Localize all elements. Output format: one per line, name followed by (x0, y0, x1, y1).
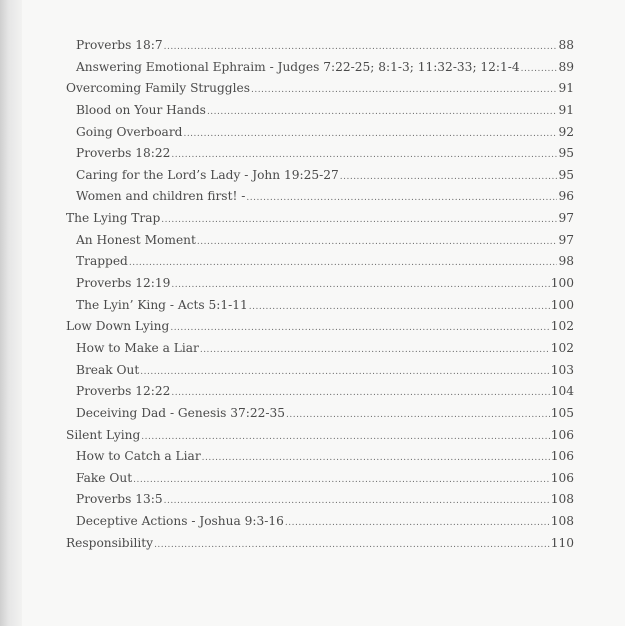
toc-subentry (66, 514, 574, 536)
dot-leader (154, 536, 550, 550)
toc-page-number: 88 (558, 38, 574, 52)
toc-page-number: 97 (558, 232, 574, 247)
toc-entry-title: Responsibility (66, 535, 154, 550)
toc-subentry (66, 341, 574, 363)
toc-chapter-entry (66, 81, 574, 103)
toc-entry-title: Deceptive Actions - Joshua 9:3-16 (76, 514, 284, 529)
table-of-contents (66, 38, 574, 557)
toc-page-number: 102 (550, 319, 574, 334)
toc-entry-title: Going Overboard (76, 124, 183, 139)
toc-page-number: 103 (550, 362, 574, 377)
toc-entry-title: Proverbs 18:7 (76, 38, 163, 52)
toc-page-number: 95 (558, 167, 574, 182)
toc-chapter-entry (66, 428, 574, 450)
dot-leader (200, 341, 550, 355)
toc-entry-title: Silent Lying (66, 427, 141, 442)
dot-leader (133, 471, 550, 485)
toc-subentry (66, 38, 574, 60)
toc-entry-title: Proverbs 18:22 (76, 146, 171, 161)
toc-page-number: 89 (558, 59, 574, 74)
toc-page-number: 108 (550, 514, 574, 529)
toc-subentry (66, 492, 574, 514)
toc-page-number: 91 (558, 81, 574, 96)
toc-page-number: 106 (550, 470, 574, 485)
dot-leader (171, 276, 549, 290)
toc-entry-title: How to Catch a Liar (76, 449, 201, 464)
toc-entry-title: An Honest Moment (76, 232, 196, 247)
toc-page-number: 100 (550, 276, 574, 291)
toc-entry-title: Deceiving Dad - Genesis 37:22-35 (76, 405, 285, 420)
toc-page-number: 92 (558, 124, 574, 139)
toc-entry-title: How to Make a Liar (76, 340, 199, 355)
dot-leader (141, 428, 549, 442)
toc-page-number: 102 (550, 340, 574, 355)
dot-leader (340, 168, 558, 182)
dot-leader (171, 384, 549, 398)
dot-leader (246, 189, 557, 203)
toc-entry-title: Proverbs 12:22 (76, 384, 171, 399)
toc-entry-title: Blood on Your Hands (76, 102, 206, 117)
toc-subentry (66, 233, 574, 255)
toc-subentry (66, 449, 574, 471)
toc-subentry (66, 189, 574, 211)
dot-leader (251, 81, 558, 95)
dot-leader (161, 211, 557, 225)
dot-leader (207, 103, 558, 117)
dot-leader (521, 60, 558, 74)
toc-page-number: 106 (550, 449, 574, 464)
dot-leader (129, 254, 558, 268)
toc-subentry (66, 276, 574, 298)
toc-subentry (66, 103, 574, 125)
dot-leader (286, 406, 550, 420)
book-spine-shadow (0, 0, 22, 626)
toc-page-number: 95 (558, 146, 574, 161)
dot-leader (183, 125, 557, 139)
toc-entry-title: Caring for the Lord’s Lady - John 19:25-27 (76, 167, 339, 182)
toc-subentry (66, 406, 574, 428)
toc-page-number: 106 (550, 427, 574, 442)
toc-chapter-entry (66, 536, 574, 558)
toc-page-number: 104 (550, 384, 574, 399)
toc-page-number: 105 (550, 405, 574, 420)
toc-entry-title: Answering Emotional Ephraim - Judges 7:22-25; 8:1-3; 11:32-33; 12:1-4 (76, 59, 520, 74)
toc-page-number: 97 (558, 211, 574, 226)
dot-leader (249, 298, 550, 312)
toc-subentry (66, 254, 574, 276)
toc-subentry (66, 471, 574, 493)
toc-subentry (66, 125, 574, 147)
toc-page-number: 96 (558, 189, 574, 204)
dot-leader (197, 233, 558, 247)
toc-page-number: 110 (550, 535, 574, 550)
toc-subentry (66, 384, 574, 406)
dot-leader (170, 319, 549, 333)
toc-subentry (66, 60, 574, 82)
toc-chapter-entry (66, 211, 574, 233)
toc-subentry (66, 146, 574, 168)
toc-entry-title: Low Down Lying (66, 319, 170, 334)
toc-page-number: 91 (558, 102, 574, 117)
toc-entry-title: Overcoming Family Struggles (66, 81, 250, 96)
toc-entry-title: Proverbs 13:5 (76, 492, 163, 507)
toc-entry-title: Proverbs 12:19 (76, 276, 171, 291)
toc-entry-title: The Lying Trap (66, 211, 161, 226)
dot-leader (202, 449, 550, 463)
dot-leader (164, 492, 550, 506)
dot-leader (140, 363, 549, 377)
dot-leader (285, 514, 550, 528)
dot-leader (171, 146, 557, 160)
toc-entry-title: Break Out (76, 362, 140, 377)
toc-subentry (66, 363, 574, 385)
toc-page-number: 98 (558, 254, 574, 269)
toc-entry-title: Women and children first! - (76, 189, 246, 204)
toc-chapter-entry (66, 319, 574, 341)
toc-entry-title: The Lyin’ King - Acts 5:1-11 (76, 297, 248, 312)
toc-subentry (66, 168, 574, 190)
toc-page-number: 100 (550, 297, 574, 312)
toc-subentry (66, 298, 574, 320)
dot-leader (164, 38, 558, 52)
toc-entry-title: Fake Out (76, 470, 133, 485)
toc-page-number: 108 (550, 492, 574, 507)
toc-entry-title: Trapped (76, 254, 128, 269)
